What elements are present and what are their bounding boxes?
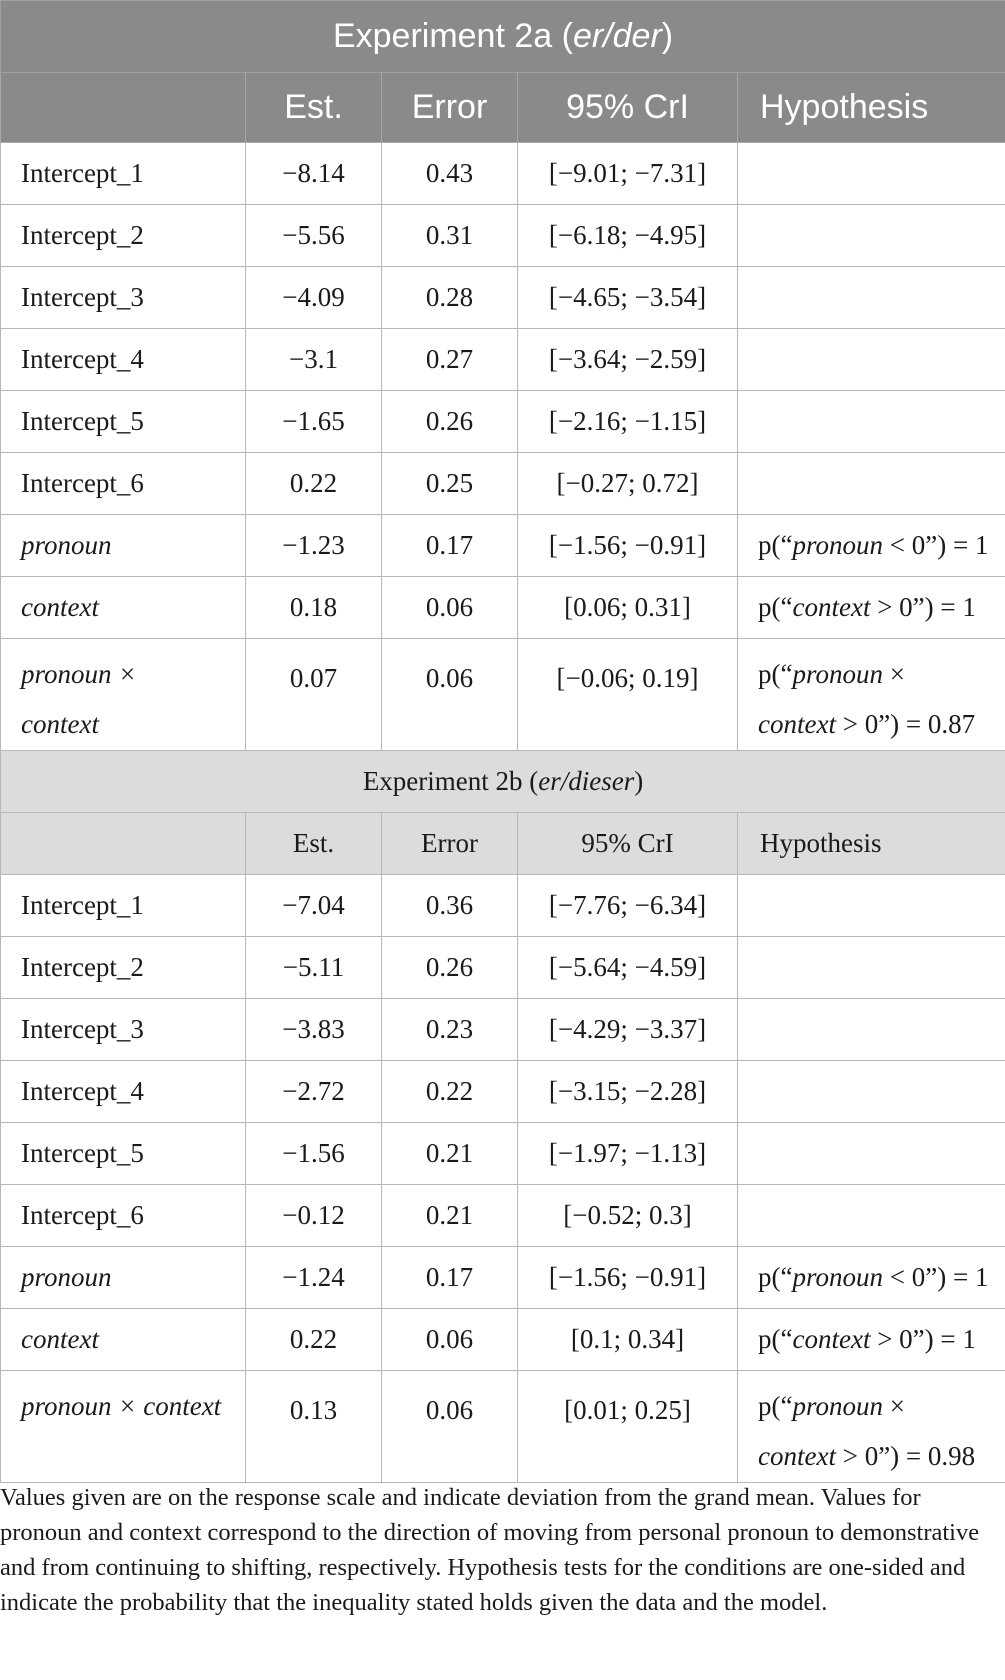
row-label: Intercept_3: [1, 267, 246, 329]
table-row: [1, 1061, 1005, 1123]
cell-hypothesis: p(“context > 0”) = 1: [738, 1309, 1005, 1371]
row-label: context: [1, 1309, 246, 1371]
cell-est: 0.18: [246, 577, 382, 639]
cell-hypothesis: p(“pronoun × context > 0”) = 0.87: [738, 639, 1005, 751]
row-label: Intercept_3: [1, 999, 246, 1061]
cell-hypothesis: [738, 999, 1005, 1061]
cell-error: 0.26: [382, 391, 518, 453]
cell-est: −7.04: [246, 875, 382, 937]
table-row-context: [1, 577, 1005, 639]
row-label: Intercept_5: [1, 1123, 246, 1185]
cell-cri: [−2.16; −1.15]: [518, 391, 738, 453]
header-est: Est.: [246, 73, 382, 143]
header-error: Error: [382, 73, 518, 143]
row-label: pronoun: [1, 1247, 246, 1309]
cell-error: 0.23: [382, 999, 518, 1061]
table-row: [1, 1123, 1005, 1185]
header-blank: [1, 813, 246, 875]
cell-cri: [−4.65; −3.54]: [518, 267, 738, 329]
header-blank: [1, 73, 246, 143]
cell-est: −1.23: [246, 515, 382, 577]
table-row: [1, 1185, 1005, 1247]
cell-error: 0.31: [382, 205, 518, 267]
row-label: Intercept_5: [1, 391, 246, 453]
table-row: [1, 205, 1005, 267]
cell-cri: [−1.56; −0.91]: [518, 515, 738, 577]
cell-error: 0.17: [382, 1247, 518, 1309]
cell-hypothesis: [738, 1185, 1005, 1247]
cell-error: 0.21: [382, 1185, 518, 1247]
table-row: [1, 143, 1005, 205]
cell-hypothesis: [738, 937, 1005, 999]
cell-hypothesis: p(“pronoun < 0”) = 1: [738, 1247, 1005, 1309]
cell-error: 0.28: [382, 267, 518, 329]
exp-a-header-row: [1, 73, 1005, 143]
table-row: [1, 329, 1005, 391]
row-label: pronoun: [1, 515, 246, 577]
table-row: [1, 999, 1005, 1061]
row-label: context: [1, 577, 246, 639]
exp-b-title: Experiment 2b (er/dieser): [1, 751, 1005, 813]
cell-est: −1.24: [246, 1247, 382, 1309]
exp-b-title-row: [1, 751, 1005, 813]
cell-cri: [−0.06; 0.19]: [518, 639, 738, 751]
cell-hypothesis: [738, 1123, 1005, 1185]
cell-cri: [−5.64; −4.59]: [518, 937, 738, 999]
row-label: Intercept_6: [1, 1185, 246, 1247]
cell-est: −0.12: [246, 1185, 382, 1247]
cell-error: 0.27: [382, 329, 518, 391]
header-error: Error: [382, 813, 518, 875]
header-hypothesis: Hypothesis: [738, 73, 1005, 143]
cell-est: 0.22: [246, 453, 382, 515]
cell-cri: [−3.15; −2.28]: [518, 1061, 738, 1123]
cell-hypothesis: [738, 453, 1005, 515]
exp-a-title: Experiment 2a (er/der): [1, 1, 1005, 73]
table-footnote: Values given are on the response scale and indicate deviation from the grand mean. Values for pronoun and context correspond to the direction of moving from personal pronoun to demonstrative and from continuing to shifting, respectively. Hypothesis tests for the conditions are one-sided and indicate the probability that the inequality stated holds given the data and the model.: [0, 1484, 980, 1616]
cell-est: −5.11: [246, 937, 382, 999]
cell-cri: [0.06; 0.31]: [518, 577, 738, 639]
cell-est: −3.1: [246, 329, 382, 391]
cell-error: 0.26: [382, 937, 518, 999]
cell-hypothesis: p(“pronoun < 0”) = 1: [738, 515, 1005, 577]
cell-error: 0.21: [382, 1123, 518, 1185]
cell-hypothesis: [738, 1061, 1005, 1123]
cell-est: −1.56: [246, 1123, 382, 1185]
cell-error: 0.36: [382, 875, 518, 937]
cell-est: −4.09: [246, 267, 382, 329]
header-hypothesis: Hypothesis: [738, 813, 1005, 875]
header-cri: 95% CrI: [518, 73, 738, 143]
cell-hypothesis: [738, 329, 1005, 391]
table-row-pronoun: [1, 1247, 1005, 1309]
cell-cri: [−6.18; −4.95]: [518, 205, 738, 267]
cell-cri: [−0.27; 0.72]: [518, 453, 738, 515]
cell-error: 0.06: [382, 1371, 518, 1483]
cell-hypothesis: [738, 143, 1005, 205]
cell-error: 0.06: [382, 639, 518, 751]
cell-error: 0.22: [382, 1061, 518, 1123]
cell-error: 0.06: [382, 1309, 518, 1371]
cell-est: −2.72: [246, 1061, 382, 1123]
cell-error: 0.06: [382, 577, 518, 639]
row-label: Intercept_6: [1, 453, 246, 515]
row-label: Intercept_2: [1, 205, 246, 267]
table-row: [1, 391, 1005, 453]
row-label: Intercept_2: [1, 937, 246, 999]
row-label: Intercept_4: [1, 1061, 246, 1123]
row-label: Intercept_1: [1, 875, 246, 937]
cell-est: 0.22: [246, 1309, 382, 1371]
table-row: [1, 875, 1005, 937]
table-row-interaction: [1, 1371, 1005, 1483]
cell-hypothesis: [738, 875, 1005, 937]
table-row-context: [1, 1309, 1005, 1371]
table-row: [1, 267, 1005, 329]
cell-hypothesis: [738, 391, 1005, 453]
cell-hypothesis: p(“context > 0”) = 1: [738, 577, 1005, 639]
table-row: [1, 453, 1005, 515]
cell-cri: [0.1; 0.34]: [518, 1309, 738, 1371]
cell-hypothesis: [738, 267, 1005, 329]
cell-cri: [−9.01; −7.31]: [518, 143, 738, 205]
cell-cri: [−3.64; −2.59]: [518, 329, 738, 391]
cell-error: 0.25: [382, 453, 518, 515]
cell-cri: [−0.52; 0.3]: [518, 1185, 738, 1247]
exp-a-title-row: [1, 1, 1005, 73]
cell-cri: [−1.56; −0.91]: [518, 1247, 738, 1309]
row-label: Intercept_4: [1, 329, 246, 391]
cell-est: −8.14: [246, 143, 382, 205]
header-est: Est.: [246, 813, 382, 875]
cell-cri: [0.01; 0.25]: [518, 1371, 738, 1483]
row-label: pronoun × context: [1, 639, 246, 751]
cell-est: −1.65: [246, 391, 382, 453]
cell-cri: [−4.29; −3.37]: [518, 999, 738, 1061]
cell-error: 0.17: [382, 515, 518, 577]
exp-b-header-row: [1, 813, 1005, 875]
row-label: Intercept_1: [1, 143, 246, 205]
table-row: [1, 937, 1005, 999]
table-row-interaction: [1, 639, 1005, 751]
cell-cri: [−1.97; −1.13]: [518, 1123, 738, 1185]
cell-hypothesis: [738, 205, 1005, 267]
cell-error: 0.43: [382, 143, 518, 205]
cell-est: 0.07: [246, 639, 382, 751]
table-row-pronoun: [1, 515, 1005, 577]
cell-hypothesis: p(“pronoun × context > 0”) = 0.98: [738, 1371, 1005, 1483]
cell-est: 0.13: [246, 1371, 382, 1483]
cell-est: −3.83: [246, 999, 382, 1061]
cell-est: −5.56: [246, 205, 382, 267]
header-cri: 95% CrI: [518, 813, 738, 875]
row-label: pronoun × context: [1, 1371, 246, 1483]
cell-cri: [−7.76; −6.34]: [518, 875, 738, 937]
